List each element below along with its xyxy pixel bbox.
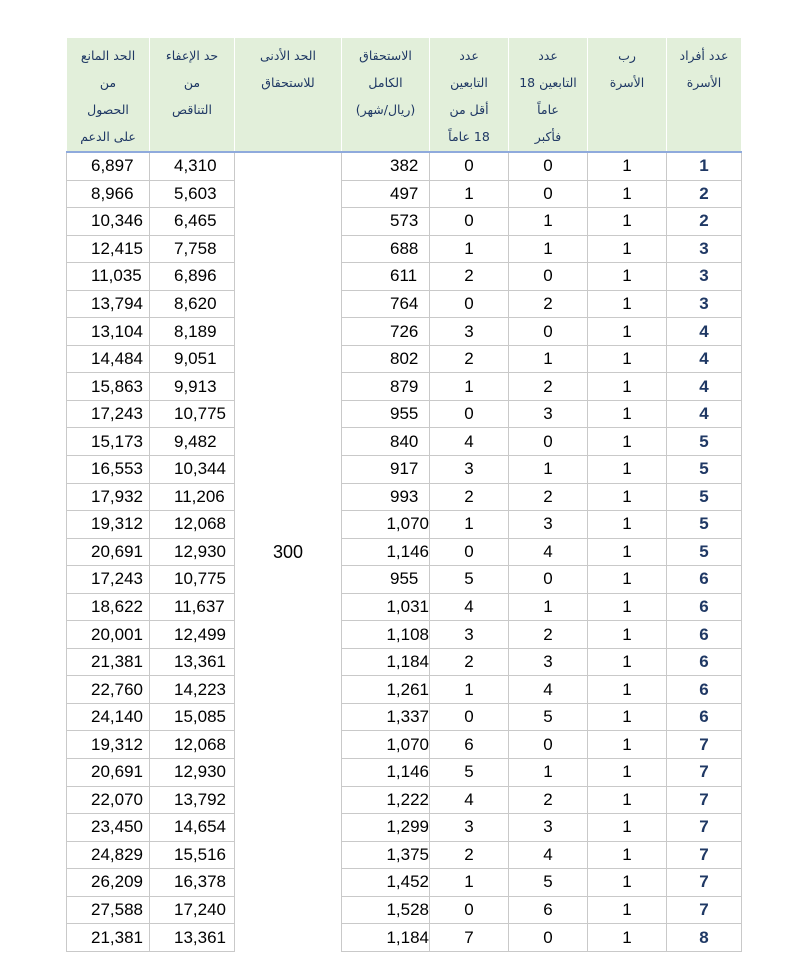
prohibitive-limit-cell: 15,173 [67, 428, 150, 456]
head-of-family-cell: 1 [588, 621, 667, 649]
exemption-limit-cell: 7,758 [150, 235, 235, 263]
full-entitlement-cell: 497 [342, 180, 430, 208]
header-exemption-limit: حد الإعفاء من التناقص [150, 38, 235, 152]
family-size-cell: 7 [667, 869, 742, 897]
table-row [67, 483, 742, 511]
prohibitive-limit-cell: 8,966 [67, 180, 150, 208]
child-dependents-cell: 0 [430, 703, 509, 731]
head-of-family-cell: 1 [588, 703, 667, 731]
family-size-cell: 4 [667, 318, 742, 346]
adult-dependents-cell: 1 [509, 456, 588, 484]
prohibitive-limit-cell: 27,588 [67, 896, 150, 924]
adult-dependents-cell: 0 [509, 263, 588, 291]
full-entitlement-cell: 955 [342, 400, 430, 428]
prohibitive-limit-cell: 24,829 [67, 841, 150, 869]
child-dependents-cell: 5 [430, 566, 509, 594]
table-row [67, 786, 742, 814]
family-size-cell: 7 [667, 731, 742, 759]
adult-dependents-cell: 0 [509, 924, 588, 952]
prohibitive-limit-cell: 21,381 [67, 648, 150, 676]
full-entitlement-cell: 1,222 [342, 786, 430, 814]
full-entitlement-cell: 1,375 [342, 841, 430, 869]
adult-dependents-cell: 0 [509, 428, 588, 456]
exemption-limit-cell: 12,930 [150, 759, 235, 787]
full-entitlement-cell: 879 [342, 373, 430, 401]
child-dependents-cell: 2 [430, 483, 509, 511]
table-row [67, 566, 742, 594]
exemption-limit-cell: 8,189 [150, 318, 235, 346]
child-dependents-cell: 3 [430, 318, 509, 346]
exemption-limit-cell: 8,620 [150, 290, 235, 318]
prohibitive-limit-cell: 19,312 [67, 511, 150, 539]
family-size-cell: 5 [667, 483, 742, 511]
header-family-size: عدد أفراد الأسرة [667, 38, 742, 152]
exemption-limit-cell: 12,499 [150, 621, 235, 649]
child-dependents-cell: 5 [430, 759, 509, 787]
table-row [67, 428, 742, 456]
head-of-family-cell: 1 [588, 814, 667, 842]
header-child-dependents: عدد التابعين أقل من 18 عاماً [430, 38, 509, 152]
full-entitlement-cell: 840 [342, 428, 430, 456]
head-of-family-cell: 1 [588, 869, 667, 897]
head-of-family-cell: 1 [588, 318, 667, 346]
child-dependents-cell: 3 [430, 456, 509, 484]
header-full-entitlement: الاستحقاق الكامل (ريال/شهر) [342, 38, 430, 152]
family-size-cell: 5 [667, 511, 742, 539]
head-of-family-cell: 1 [588, 400, 667, 428]
family-size-cell: 4 [667, 345, 742, 373]
exemption-limit-cell: 9,051 [150, 345, 235, 373]
prohibitive-limit-cell: 15,863 [67, 373, 150, 401]
table-row [67, 676, 742, 704]
family-size-cell: 7 [667, 786, 742, 814]
head-of-family-cell: 1 [588, 924, 667, 952]
full-entitlement-cell: 611 [342, 263, 430, 291]
head-of-family-cell: 1 [588, 566, 667, 594]
full-entitlement-cell: 688 [342, 235, 430, 263]
family-size-cell: 2 [667, 180, 742, 208]
prohibitive-limit-cell: 13,794 [67, 290, 150, 318]
table-row [67, 235, 742, 263]
full-entitlement-cell: 573 [342, 208, 430, 236]
head-of-family-cell: 1 [588, 538, 667, 566]
family-size-cell: 6 [667, 703, 742, 731]
full-entitlement-cell: 1,299 [342, 814, 430, 842]
prohibitive-limit-cell: 22,070 [67, 786, 150, 814]
family-size-cell: 8 [667, 924, 742, 952]
full-entitlement-cell: 917 [342, 456, 430, 484]
table-row [67, 593, 742, 621]
child-dependents-cell: 0 [430, 152, 509, 180]
full-entitlement-cell: 955 [342, 566, 430, 594]
family-size-cell: 3 [667, 290, 742, 318]
prohibitive-limit-cell: 26,209 [67, 869, 150, 897]
head-of-family-cell: 1 [588, 263, 667, 291]
child-dependents-cell: 0 [430, 538, 509, 566]
family-size-cell: 5 [667, 428, 742, 456]
head-of-family-cell: 1 [588, 786, 667, 814]
head-of-family-cell: 1 [588, 593, 667, 621]
adult-dependents-cell: 3 [509, 814, 588, 842]
adult-dependents-cell: 1 [509, 759, 588, 787]
exemption-limit-cell: 13,792 [150, 786, 235, 814]
family-size-cell: 7 [667, 814, 742, 842]
exemption-limit-cell: 13,361 [150, 648, 235, 676]
table-row [67, 180, 742, 208]
exemption-limit-cell: 4,310 [150, 152, 235, 180]
child-dependents-cell: 1 [430, 180, 509, 208]
exemption-limit-cell: 12,930 [150, 538, 235, 566]
child-dependents-cell: 1 [430, 676, 509, 704]
table-row [67, 208, 742, 236]
child-dependents-cell: 1 [430, 373, 509, 401]
exemption-limit-cell: 6,896 [150, 263, 235, 291]
exemption-limit-cell: 5,603 [150, 180, 235, 208]
head-of-family-cell: 1 [588, 180, 667, 208]
adult-dependents-cell: 4 [509, 538, 588, 566]
full-entitlement-cell: 1,261 [342, 676, 430, 704]
exemption-limit-cell: 10,775 [150, 400, 235, 428]
family-size-cell: 7 [667, 841, 742, 869]
child-dependents-cell: 3 [430, 621, 509, 649]
head-of-family-cell: 1 [588, 759, 667, 787]
adult-dependents-cell: 3 [509, 511, 588, 539]
adult-dependents-cell: 5 [509, 703, 588, 731]
eligibility-table-container [66, 38, 741, 952]
prohibitive-limit-cell: 21,381 [67, 924, 150, 952]
head-of-family-cell: 1 [588, 208, 667, 236]
table-row [67, 373, 742, 401]
table-row [67, 152, 742, 180]
adult-dependents-cell: 2 [509, 621, 588, 649]
head-of-family-cell: 1 [588, 676, 667, 704]
adult-dependents-cell: 0 [509, 180, 588, 208]
prohibitive-limit-cell: 17,243 [67, 566, 150, 594]
adult-dependents-cell: 0 [509, 566, 588, 594]
adult-dependents-cell: 0 [509, 731, 588, 759]
table-body [67, 152, 742, 951]
child-dependents-cell: 4 [430, 428, 509, 456]
full-entitlement-cell: 1,146 [342, 538, 430, 566]
exemption-limit-cell: 9,913 [150, 373, 235, 401]
exemption-limit-cell: 11,637 [150, 593, 235, 621]
exemption-limit-cell: 9,482 [150, 428, 235, 456]
full-entitlement-cell: 764 [342, 290, 430, 318]
family-size-cell: 1 [667, 152, 742, 180]
exemption-limit-cell: 11,206 [150, 483, 235, 511]
prohibitive-limit-cell: 13,104 [67, 318, 150, 346]
child-dependents-cell: 6 [430, 731, 509, 759]
header-prohibitive-limit: الحد المانع من الحصول على الدعم [67, 38, 150, 152]
head-of-family-cell: 1 [588, 456, 667, 484]
full-entitlement-cell: 1,528 [342, 896, 430, 924]
prohibitive-limit-cell: 12,415 [67, 235, 150, 263]
child-dependents-cell: 0 [430, 400, 509, 428]
table-row [67, 456, 742, 484]
family-size-cell: 6 [667, 648, 742, 676]
head-of-family-cell: 1 [588, 373, 667, 401]
family-size-cell: 7 [667, 896, 742, 924]
full-entitlement-cell: 1,337 [342, 703, 430, 731]
adult-dependents-cell: 2 [509, 290, 588, 318]
table-row [67, 731, 742, 759]
family-size-cell: 3 [667, 235, 742, 263]
table-row [67, 621, 742, 649]
exemption-limit-cell: 12,068 [150, 511, 235, 539]
child-dependents-cell: 3 [430, 814, 509, 842]
full-entitlement-cell: 726 [342, 318, 430, 346]
exemption-limit-cell: 13,361 [150, 924, 235, 952]
child-dependents-cell: 0 [430, 208, 509, 236]
prohibitive-limit-cell: 19,312 [67, 731, 150, 759]
prohibitive-limit-cell: 20,001 [67, 621, 150, 649]
adult-dependents-cell: 0 [509, 318, 588, 346]
table-row [67, 924, 742, 952]
exemption-limit-cell: 14,223 [150, 676, 235, 704]
table-row [67, 648, 742, 676]
exemption-limit-cell: 15,085 [150, 703, 235, 731]
family-size-cell: 2 [667, 208, 742, 236]
prohibitive-limit-cell: 14,484 [67, 345, 150, 373]
table-row [67, 318, 742, 346]
adult-dependents-cell: 4 [509, 841, 588, 869]
prohibitive-limit-cell: 20,691 [67, 538, 150, 566]
eligibility-table [66, 38, 742, 952]
prohibitive-limit-cell: 23,450 [67, 814, 150, 842]
family-size-cell: 6 [667, 593, 742, 621]
family-size-cell: 6 [667, 676, 742, 704]
adult-dependents-cell: 2 [509, 786, 588, 814]
child-dependents-cell: 0 [430, 896, 509, 924]
exemption-limit-cell: 16,378 [150, 869, 235, 897]
header-minimum-entitlement: الحد الأدنى للاستحقاق [235, 38, 342, 152]
prohibitive-limit-cell: 17,243 [67, 400, 150, 428]
child-dependents-cell: 1 [430, 235, 509, 263]
family-size-cell: 5 [667, 456, 742, 484]
family-size-cell: 6 [667, 566, 742, 594]
head-of-family-cell: 1 [588, 152, 667, 180]
child-dependents-cell: 2 [430, 345, 509, 373]
head-of-family-cell: 1 [588, 731, 667, 759]
adult-dependents-cell: 3 [509, 400, 588, 428]
table-row [67, 345, 742, 373]
head-of-family-cell: 1 [588, 483, 667, 511]
adult-dependents-cell: 2 [509, 483, 588, 511]
full-entitlement-cell: 1,452 [342, 869, 430, 897]
head-of-family-cell: 1 [588, 896, 667, 924]
family-size-cell: 4 [667, 373, 742, 401]
family-size-cell: 6 [667, 621, 742, 649]
full-entitlement-cell: 1,146 [342, 759, 430, 787]
adult-dependents-cell: 1 [509, 345, 588, 373]
child-dependents-cell: 2 [430, 841, 509, 869]
full-entitlement-cell: 993 [342, 483, 430, 511]
adult-dependents-cell: 4 [509, 676, 588, 704]
exemption-limit-cell: 10,775 [150, 566, 235, 594]
exemption-limit-cell: 15,516 [150, 841, 235, 869]
child-dependents-cell: 4 [430, 593, 509, 621]
exemption-limit-cell: 12,068 [150, 731, 235, 759]
prohibitive-limit-cell: 17,932 [67, 483, 150, 511]
family-size-cell: 7 [667, 759, 742, 787]
head-of-family-cell: 1 [588, 511, 667, 539]
prohibitive-limit-cell: 10,346 [67, 208, 150, 236]
exemption-limit-cell: 17,240 [150, 896, 235, 924]
adult-dependents-cell: 2 [509, 373, 588, 401]
exemption-limit-cell: 10,344 [150, 456, 235, 484]
table-row [67, 814, 742, 842]
header-adult-dependents: عدد التابعين 18 عاماً فأكبر [509, 38, 588, 152]
adult-dependents-cell: 1 [509, 593, 588, 621]
table-row [67, 538, 742, 566]
full-entitlement-cell: 1,184 [342, 924, 430, 952]
minimum-entitlement-cell: 300 [235, 152, 342, 951]
adult-dependents-cell: 1 [509, 208, 588, 236]
child-dependents-cell: 7 [430, 924, 509, 952]
family-size-cell: 5 [667, 538, 742, 566]
prohibitive-limit-cell: 11,035 [67, 263, 150, 291]
table-row [67, 869, 742, 897]
full-entitlement-cell: 802 [342, 345, 430, 373]
table-row [67, 896, 742, 924]
head-of-family-cell: 1 [588, 841, 667, 869]
adult-dependents-cell: 3 [509, 648, 588, 676]
header-head-of-family: رب الأسرة [588, 38, 667, 152]
head-of-family-cell: 1 [588, 235, 667, 263]
table-row [67, 759, 742, 787]
head-of-family-cell: 1 [588, 345, 667, 373]
table-row [67, 400, 742, 428]
head-of-family-cell: 1 [588, 290, 667, 318]
adult-dependents-cell: 0 [509, 152, 588, 180]
child-dependents-cell: 2 [430, 648, 509, 676]
table-row [67, 290, 742, 318]
full-entitlement-cell: 1,184 [342, 648, 430, 676]
child-dependents-cell: 2 [430, 263, 509, 291]
full-entitlement-cell: 382 [342, 152, 430, 180]
full-entitlement-cell: 1,070 [342, 731, 430, 759]
table-row [67, 263, 742, 291]
child-dependents-cell: 0 [430, 290, 509, 318]
header-row [67, 38, 742, 152]
full-entitlement-cell: 1,070 [342, 511, 430, 539]
table-row [67, 841, 742, 869]
exemption-limit-cell: 14,654 [150, 814, 235, 842]
head-of-family-cell: 1 [588, 428, 667, 456]
table-row [67, 703, 742, 731]
prohibitive-limit-cell: 18,622 [67, 593, 150, 621]
table-row [67, 511, 742, 539]
child-dependents-cell: 4 [430, 786, 509, 814]
prohibitive-limit-cell: 22,760 [67, 676, 150, 704]
prohibitive-limit-cell: 16,553 [67, 456, 150, 484]
family-size-cell: 3 [667, 263, 742, 291]
adult-dependents-cell: 1 [509, 235, 588, 263]
head-of-family-cell: 1 [588, 648, 667, 676]
adult-dependents-cell: 6 [509, 896, 588, 924]
prohibitive-limit-cell: 24,140 [67, 703, 150, 731]
full-entitlement-cell: 1,108 [342, 621, 430, 649]
full-entitlement-cell: 1,031 [342, 593, 430, 621]
prohibitive-limit-cell: 20,691 [67, 759, 150, 787]
family-size-cell: 4 [667, 400, 742, 428]
child-dependents-cell: 1 [430, 869, 509, 897]
exemption-limit-cell: 6,465 [150, 208, 235, 236]
adult-dependents-cell: 5 [509, 869, 588, 897]
child-dependents-cell: 1 [430, 511, 509, 539]
prohibitive-limit-cell: 6,897 [67, 152, 150, 180]
